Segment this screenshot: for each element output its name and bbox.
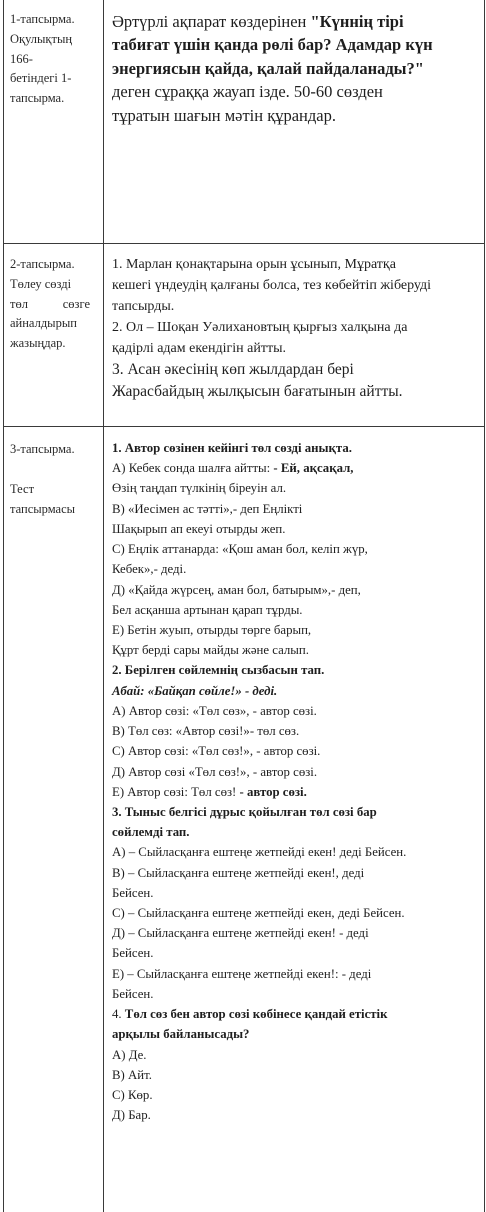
table-column-divider <box>103 0 104 1212</box>
question-4-title: 4. Төл сөз бен автор сөзі көбінесе қандай етістік <box>112 1007 388 1022</box>
test-questions: 1. Автор сөзінен кейінгі төл сөзді анықта. А) Кебек сонда шалға айтты: - Ей, ақсақал, Өзің таңдап түлкінің біреуін ал. В) «Иесімен ас тәтті»,- деп Еңлікті Шақырып ап екеуі отырды жеп. С) Еңлік аттанарда: «Қош аман бол, келіп жүр, Кебек»,- деді. Д) «Қайда жүрсең, аман бол, батырым»,- деп, Бел асқанша артынан қарап тұрды. Е) Бетін жуып, отырды төрге барып, Құрт берді сары майды және салып. 2. Берілген сөйлемнің сызбасын тап. Абай: «Байқап сөйле!» - деді. А) Автор сөзі: «Төл сөз», - автор сөзі. В) Төл сөз: «Автор сөзі!»- төл сөз. С) Автор сөзі: «Төл сөз!», - автор сөзі. Д) Автор сөзі «Төл сөз!», - автор сөзі. Е) Автор сөзі: Төл сөз! - автор сөзі. 3. Тыныс белгісі дұрыс қойылған төл сөзі бар сөйлемді тап. А) – Сыйласқанға ештеңе жетпейді екен! деді Бейсен. В) – Сыйласқанға ештеңе жетпейді екен!, деді Бейсен. С) – Сыйласқанға ештеңе жетпейді екен, деді Бейсен. Д) – Сыйласқанға ештеңе жетпейді екен! - деді Бейсен. Е) – Сыйласқанға ештеңе жетпейді екен!: - деді Бейсен. 4. Төл сөз бен автор сөзі көбінесе қандай етістік арқылы байланысады? А) Де. В) Айт. С) Көр. Д) Бар. <box>112 438 482 1125</box>
task-1-text: Әртүрлі ақпарат көздерінен "Күннің тірі табиғат үшін қанда рөлі бар? Адамдар күн энергиясын қайда, қалай пайдаланады?" деген сұраққа жауап ізде. 50-60 сөзден тұратын шағын мәтін құрандар. <box>112 12 433 125</box>
task-1-label: 1-тапсырма. Оқулықтың 166- бетіндегі 1- тапсырма. <box>10 12 75 105</box>
task-2-text: 1. Марлан қонақтарына орын ұсынып, Мұратқа кешегі үндеудің қалғаны болса, тез көбейтіп жіберуді тапсырды. 2. Ол – Шоқан Уәлихановтың қырғыз халқына да қадірлі адам екендігін айтты. 3. Асан әкесінің көп жылдардан бері Жарасбайдың жылқысын бағатынын айтты. <box>112 257 432 401</box>
question-2-title: 2. Берілген сөйлемнің сызбасын тап. <box>112 663 325 678</box>
question-1-title: 1. Автор сөзінен кейінгі төл сөзді анықта. <box>112 441 352 455</box>
row-divider-1 <box>3 243 485 244</box>
row-divider-2 <box>3 426 485 427</box>
task-2-label: 2-тапсырма. Төлеу сөзді төл сөзге айналдырып жазыңдар. <box>10 257 90 350</box>
table-right-border <box>484 0 485 1212</box>
table-left-border <box>3 0 4 1212</box>
question-3-title: 3. Тыныс белгісі дұрыс қойылған төл сөзі бар <box>112 804 377 819</box>
task-3-label: 3-тапсырма. Тест тапсырмасы <box>10 442 76 516</box>
